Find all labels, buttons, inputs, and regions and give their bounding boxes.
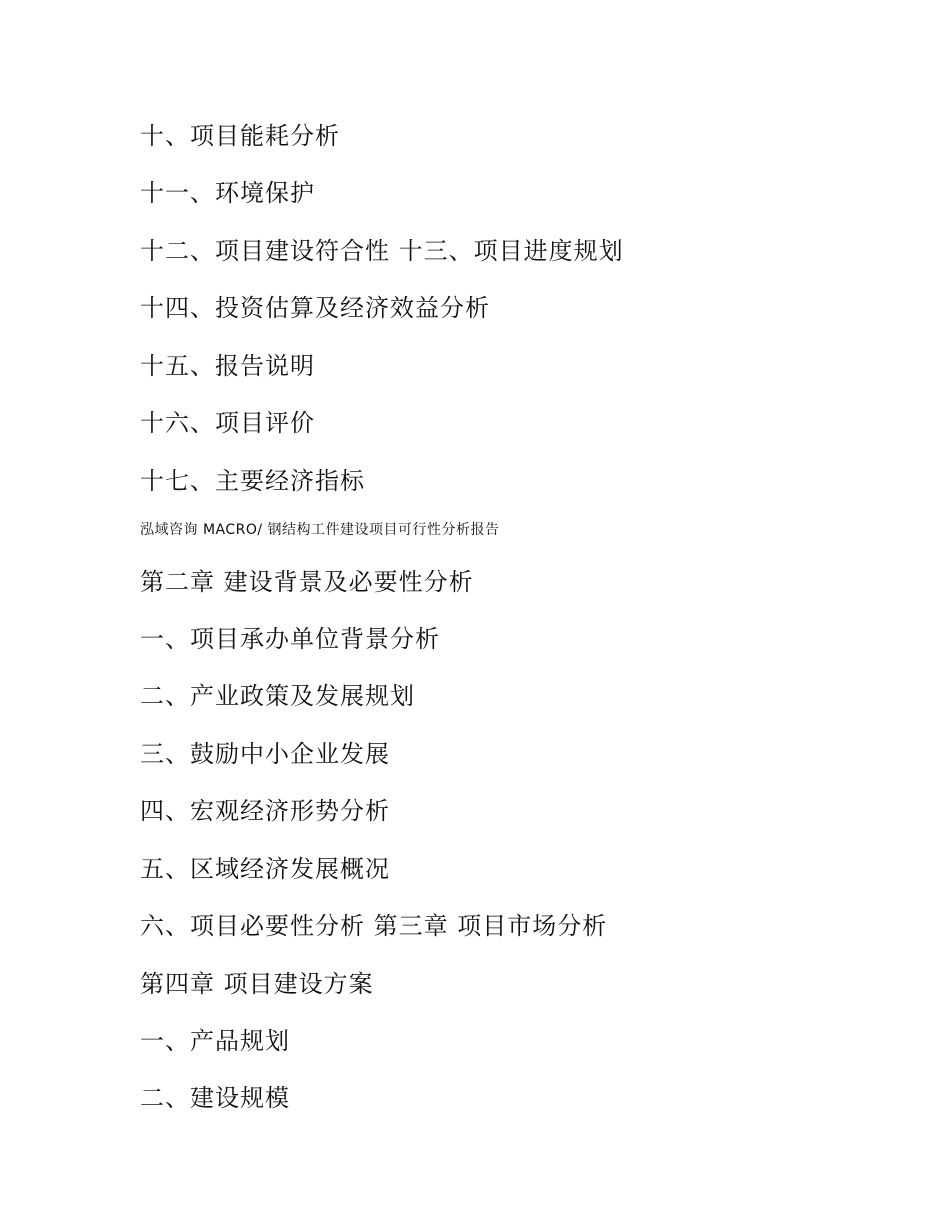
chapter-heading: 第四章 项目建设方案 <box>140 970 374 998</box>
toc-line: 六、项目必要性分析 第三章 项目市场分析 <box>140 912 608 940</box>
toc-line: 五、区域经济发展概况 <box>140 855 390 883</box>
toc-line: 四、宏观经济形势分析 <box>140 797 390 825</box>
toc-line: 三、鼓励中小企业发展 <box>140 740 390 768</box>
running-header: 泓域咨询 MACRO/ 钢结构工件建设项目可行性分析报告 <box>140 522 500 538</box>
toc-line: 二、建设规模 <box>140 1084 290 1112</box>
toc-line: 一、项目承办单位背景分析 <box>140 625 440 653</box>
toc-line: 十、项目能耗分析 <box>140 122 340 150</box>
toc-line: 一、产品规划 <box>140 1027 290 1055</box>
toc-line: 十七、主要经济指标 <box>140 467 365 495</box>
toc-line: 十一、环境保护 <box>140 179 315 207</box>
toc-line: 十四、投资估算及经济效益分析 <box>140 294 490 322</box>
chapter-heading: 第二章 建设背景及必要性分析 <box>140 568 474 596</box>
toc-line: 十五、报告说明 <box>140 352 315 380</box>
toc-line: 二、产业政策及发展规划 <box>140 682 415 710</box>
toc-line: 十六、项目评价 <box>140 409 315 437</box>
toc-line: 十二、项目建设符合性 十三、项目进度规划 <box>140 237 624 265</box>
